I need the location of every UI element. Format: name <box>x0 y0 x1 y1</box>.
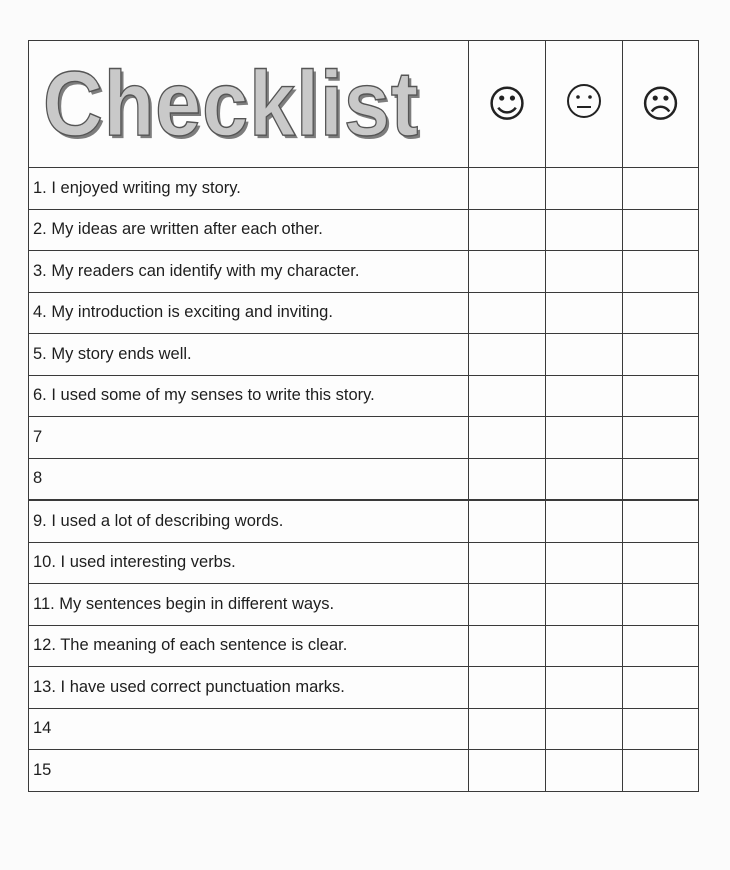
checklist-row <box>29 209 699 251</box>
rating-cell-happy[interactable] <box>469 584 546 626</box>
checklist-item-text: 3. My readers can identify with my character. <box>29 251 469 293</box>
checklist-row <box>29 708 699 750</box>
checklist-row <box>29 667 699 709</box>
checklist-row <box>29 334 699 376</box>
sad-column-header <box>623 41 699 168</box>
checklist-item-text: 14 <box>29 708 469 750</box>
rating-cell-happy[interactable] <box>469 667 546 709</box>
checklist-item-text: 12. The meaning of each sentence is clear. <box>29 625 469 667</box>
checklist-row <box>29 292 699 334</box>
rating-cell-sad[interactable] <box>623 625 699 667</box>
smiley-happy-icon: ☺ <box>487 82 527 126</box>
checklist-item-text: 11. My sentences begin in different ways. <box>29 584 469 626</box>
rating-cell-happy[interactable] <box>469 750 546 792</box>
rating-cell-neutral[interactable] <box>546 168 623 210</box>
checklist-row <box>29 375 699 417</box>
checklist-row <box>29 168 699 210</box>
rating-cell-neutral[interactable] <box>546 708 623 750</box>
rating-cell-happy[interactable] <box>469 209 546 251</box>
checklist-item-text: 2. My ideas are written after each other. <box>29 209 469 251</box>
rating-cell-sad[interactable] <box>623 251 699 293</box>
checklist-item-text: 6. I used some of my senses to write this story. <box>29 375 469 417</box>
checklist-row <box>29 500 699 542</box>
checklist-item-text: 13. I have used correct punctuation marks. <box>29 667 469 709</box>
checklist-row <box>29 750 699 792</box>
checklist-item-text: 15 <box>29 750 469 792</box>
checklist-item-text: 1. I enjoyed writing my story. <box>29 168 469 210</box>
checklist-row <box>29 251 699 293</box>
checklist-item-text: 8 <box>29 458 469 500</box>
rating-cell-happy[interactable] <box>469 375 546 417</box>
rating-cell-happy[interactable] <box>469 334 546 376</box>
rating-cell-neutral[interactable] <box>546 625 623 667</box>
rating-cell-neutral[interactable] <box>546 375 623 417</box>
rating-cell-neutral[interactable] <box>546 750 623 792</box>
rating-cell-happy[interactable] <box>469 500 546 542</box>
rating-cell-sad[interactable] <box>623 500 699 542</box>
rating-cell-sad[interactable] <box>623 584 699 626</box>
smiley-sad-icon: ☹ <box>640 82 681 126</box>
checklist-item-text: 7 <box>29 417 469 459</box>
rating-cell-sad[interactable] <box>623 334 699 376</box>
checklist-row <box>29 542 699 584</box>
smiley-neutral-icon <box>564 86 604 130</box>
rating-cell-sad[interactable] <box>623 667 699 709</box>
rating-cell-neutral[interactable] <box>546 584 623 626</box>
checklist-row <box>29 584 699 626</box>
rating-cell-neutral[interactable] <box>546 209 623 251</box>
checklist-item-text: 9. I used a lot of describing words. <box>29 500 469 542</box>
rating-cell-happy[interactable] <box>469 625 546 667</box>
rating-cell-happy[interactable] <box>469 708 546 750</box>
rating-cell-happy[interactable] <box>469 417 546 459</box>
rating-cell-neutral[interactable] <box>546 292 623 334</box>
title-cell <box>29 41 469 168</box>
rating-cell-neutral[interactable] <box>546 334 623 376</box>
rating-cell-sad[interactable] <box>623 708 699 750</box>
page-title: Checklist <box>43 53 420 155</box>
neutral-face-svg <box>564 81 604 121</box>
checklist-row <box>29 458 699 500</box>
checklist-row <box>29 417 699 459</box>
rating-cell-neutral[interactable] <box>546 667 623 709</box>
rating-cell-neutral[interactable] <box>546 500 623 542</box>
rating-cell-sad[interactable] <box>623 417 699 459</box>
header-row <box>29 41 699 168</box>
rating-cell-sad[interactable] <box>623 168 699 210</box>
neutral-column-header <box>546 41 623 168</box>
checklist-item-text: 5. My story ends well. <box>29 334 469 376</box>
rating-cell-sad[interactable] <box>623 458 699 500</box>
rating-cell-sad[interactable] <box>623 375 699 417</box>
rating-cell-neutral[interactable] <box>546 417 623 459</box>
rating-cell-neutral[interactable] <box>546 458 623 500</box>
checklist-table <box>28 40 699 792</box>
rating-cell-sad[interactable] <box>623 750 699 792</box>
checklist-item-text: 4. My introduction is exciting and inviting. <box>29 292 469 334</box>
rating-cell-sad[interactable] <box>623 209 699 251</box>
rating-cell-sad[interactable] <box>623 542 699 584</box>
rating-cell-happy[interactable] <box>469 458 546 500</box>
rating-cell-happy[interactable] <box>469 292 546 334</box>
happy-column-header <box>469 41 546 168</box>
checklist-row <box>29 625 699 667</box>
rating-cell-sad[interactable] <box>623 292 699 334</box>
rating-cell-happy[interactable] <box>469 168 546 210</box>
checklist-item-text: 10. I used interesting verbs. <box>29 542 469 584</box>
rating-cell-happy[interactable] <box>469 251 546 293</box>
rating-cell-happy[interactable] <box>469 542 546 584</box>
rating-cell-neutral[interactable] <box>546 542 623 584</box>
rating-cell-neutral[interactable] <box>546 251 623 293</box>
